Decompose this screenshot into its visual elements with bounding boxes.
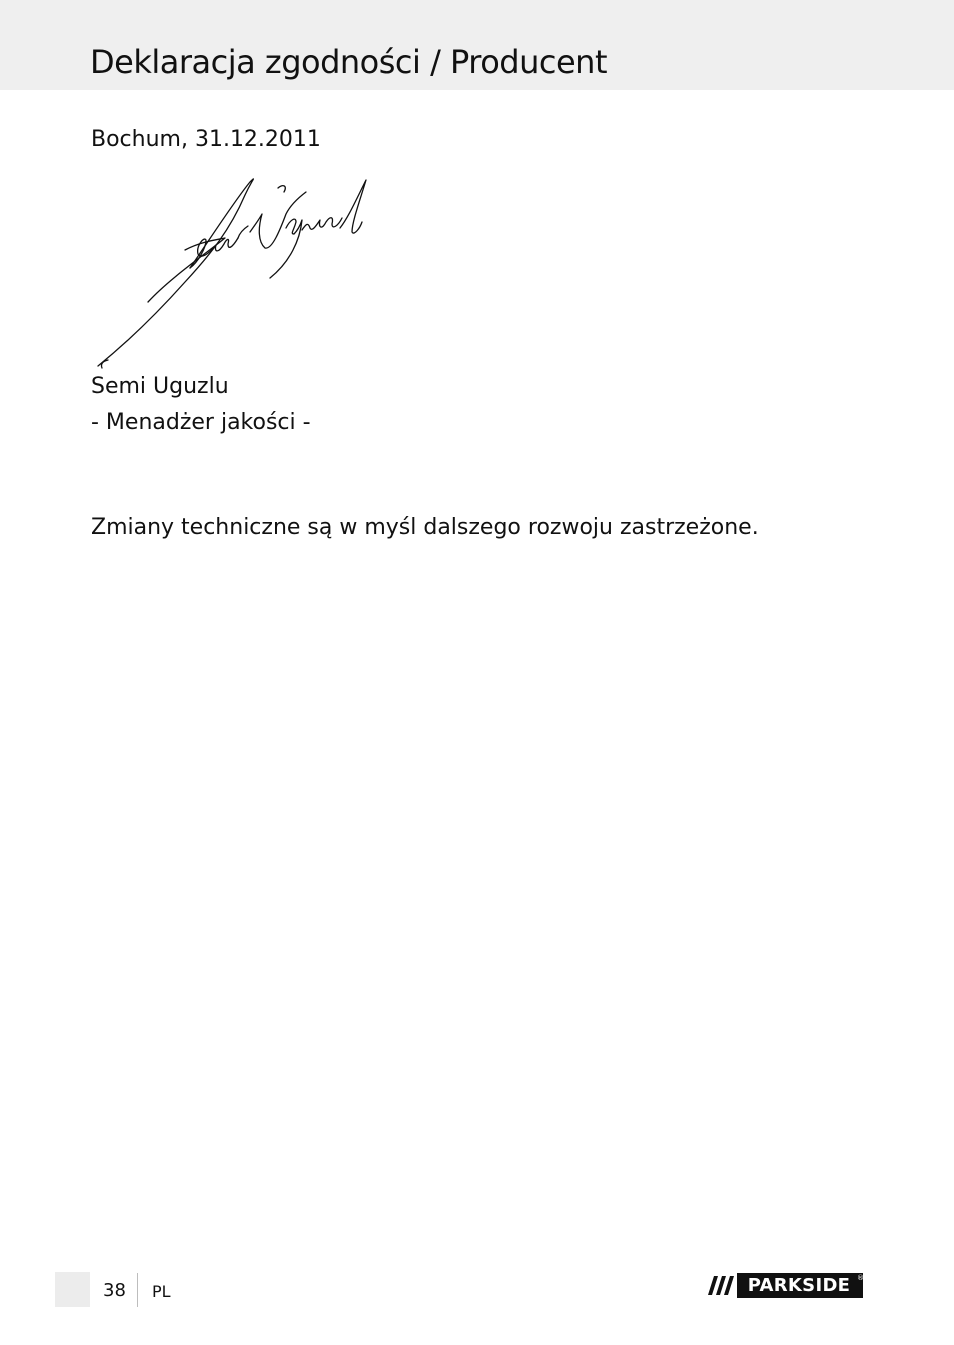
- signer-name: Semi Uguzlu: [91, 374, 229, 399]
- language-code: PL: [152, 1282, 171, 1301]
- signature-stroke: [101, 360, 108, 368]
- signer-role: - Menadżer jakości -: [91, 410, 311, 435]
- footer-divider: [137, 1273, 138, 1307]
- signature-stroke: [190, 238, 238, 268]
- signature-stroke: [238, 226, 248, 238]
- page-number: 38: [103, 1280, 126, 1301]
- signature-stroke: [340, 180, 366, 233]
- footer-page-box: [55, 1272, 90, 1307]
- brand-name: PARKSIDE: [747, 1275, 851, 1296]
- parkside-logo: [705, 1273, 863, 1298]
- handwritten-signature: [90, 170, 380, 375]
- signature-stroke: [302, 218, 342, 230]
- registered-mark: ®: [857, 1274, 864, 1282]
- place-date: Bochum, 31.12.2011: [91, 127, 321, 152]
- signature-stroke: [270, 219, 302, 278]
- signature-stroke: [278, 186, 285, 192]
- logo-slashes-icon: [705, 1273, 735, 1298]
- signature-stroke: [98, 179, 253, 366]
- technical-changes-notice: Zmiany techniczne są w myśl dalszego rozwoju zastrzeżone.: [91, 515, 759, 540]
- page-title: Deklaracja zgodności / Producent: [90, 43, 607, 81]
